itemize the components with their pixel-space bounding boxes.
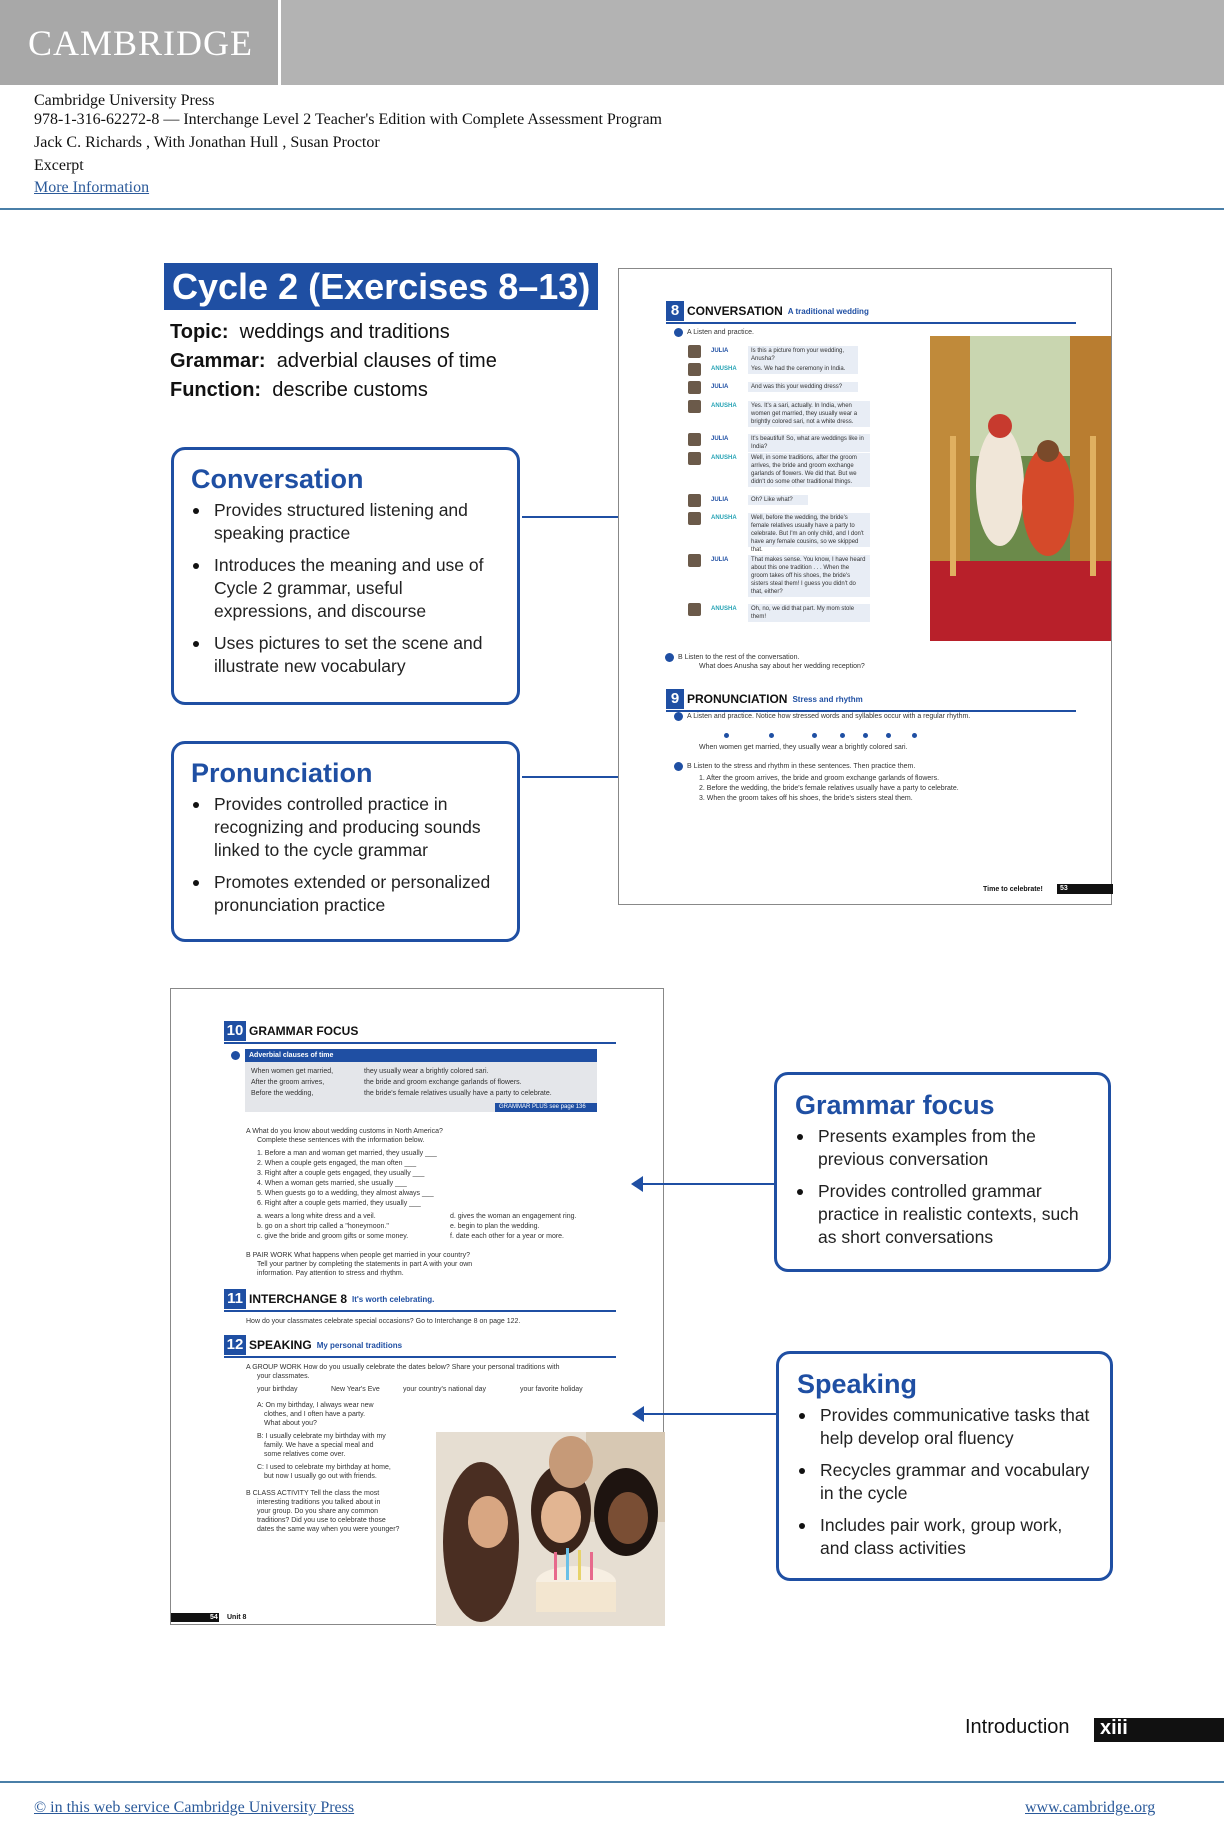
anusha-avatar <box>688 452 701 465</box>
section-12-date: your birthday <box>257 1386 298 1393</box>
conversation-callout-title: Conversation <box>191 464 364 494</box>
section-10-option: a. wears a long white dress and a veil. <box>257 1213 376 1220</box>
section-12-line: What about you? <box>264 1420 317 1427</box>
speaker-label: ANUSHA <box>711 403 737 409</box>
section-11-title: INTERCHANGE 8 <box>249 1292 348 1306</box>
section-12-heading <box>224 1335 616 1358</box>
topic-value: weddings and traditions <box>239 321 450 343</box>
cambridge-site-link[interactable]: www.cambridge.org <box>1025 1799 1156 1816</box>
grammar-focus-callout-title: Grammar focus <box>795 1090 995 1120</box>
section-11-number: 11 <box>224 1289 246 1309</box>
cycle-title: Cycle 2 (Exercises 8–13) <box>164 263 598 310</box>
more-information-link[interactable]: More Information <box>34 179 150 196</box>
section-9-heading <box>666 689 1076 712</box>
grammar-row-left: When women get married, <box>251 1068 334 1075</box>
section-10-option: e. begin to plan the wedding. <box>450 1223 540 1230</box>
section-12-subtitle: My personal traditions <box>316 1340 403 1350</box>
section-12-line: but now I usually go out with friends. <box>264 1473 377 1480</box>
isbn-title-line: 978-1-316-62272-8 — Interchange Level 2 Teacher's Edition with Complete Assessment Program <box>34 111 662 128</box>
dialogue-line: Yes. It's a sari, actually. In India, when women get married, they usually wear a brightly colored sari, not a white dress. <box>748 401 870 427</box>
topic-line <box>170 321 450 344</box>
speaking-callout <box>776 1351 1113 1581</box>
stress-dot <box>912 733 917 738</box>
stress-dot <box>812 733 817 738</box>
function-value: describe customs <box>272 379 428 401</box>
speaking-callout-item: Recycles grammar and vocabulary in the cycle <box>797 1459 1094 1505</box>
grammar-focus-callout <box>774 1072 1111 1272</box>
section-10-a-instruction-2: Complete these sentences with the information below. <box>257 1137 425 1144</box>
grammar-focus-callout-item: Presents examples from the previous conversation <box>795 1125 1092 1171</box>
speaker-label: ANUSHA <box>711 606 737 612</box>
function-line <box>170 379 428 402</box>
grammar-focus-arrow-line <box>642 1183 774 1185</box>
page-54-thumbnail <box>170 988 664 1625</box>
section-10-option: d. gives the woman an engagement ring. <box>450 1213 577 1220</box>
section-12-b-line: traditions? Did you use to celebrate those <box>257 1517 386 1524</box>
grammar-value: adverbial clauses of time <box>276 350 497 372</box>
section-8-heading <box>666 301 1076 324</box>
section-12-date: New Year's Eve <box>331 1386 380 1393</box>
excerpt-line: Excerpt <box>34 157 84 174</box>
section-8-title: CONVERSATION <box>687 304 783 318</box>
section-12-b-line: dates the same way when you were younger? <box>257 1526 400 1533</box>
section-10-b-instruction-2: Tell your partner by completing the statements in part A with your own <box>257 1261 473 1268</box>
speaker-label: JULIA <box>711 557 729 563</box>
section-10-item: 6. Right after a couple gets married, they usually ___ <box>257 1200 421 1207</box>
grammar-box-title: Adverbial clauses of time <box>249 1052 334 1059</box>
grammar-row-right: the bride and groom exchange garlands of flowers. <box>364 1079 522 1086</box>
speaking-callout-title: Speaking <box>797 1369 918 1399</box>
section-9-item: 2. Before the wedding, the bride's female relatives usually have a party to celebrate. <box>699 785 959 792</box>
dialogue-line: That makes sense. You know, I have heard about this one tradition . . . When the groom takes off his shoes, the bride's sisters steal them! I guess you didn't do that, either? <box>748 555 870 597</box>
section-8-b-question: What does Anusha say about her wedding reception? <box>699 663 865 670</box>
section-10-item: 5. When guests go to a wedding, they almost always ___ <box>257 1190 434 1197</box>
section-12-title: SPEAKING <box>249 1338 312 1352</box>
conversation-callout <box>171 447 520 705</box>
section-11-subtitle: It's worth celebrating. <box>352 1294 435 1304</box>
section-10-item: 1. Before a man and woman get married, they usually ___ <box>257 1150 437 1157</box>
section-9-title: PRONUNCIATION <box>687 692 788 706</box>
speaking-callout-list <box>797 1404 1094 1560</box>
anusha-avatar <box>688 512 701 525</box>
grammar-line <box>170 350 497 373</box>
speaker-label: ANUSHA <box>711 515 737 521</box>
julia-avatar <box>688 381 701 394</box>
speaker-label: JULIA <box>711 436 729 442</box>
publisher-line: Cambridge University Press <box>34 92 215 109</box>
stress-dot <box>769 733 774 738</box>
section-10-item: 3. Right after a couple gets engaged, they usually ___ <box>257 1170 425 1177</box>
grammar-focus-callout-list <box>795 1125 1092 1249</box>
grammar-row-right: they usually wear a brightly colored sari. <box>364 1068 489 1075</box>
audio-play-icon[interactable] <box>674 712 683 721</box>
pronunciation-callout-list <box>191 793 501 917</box>
dialogue-line: Is this a picture from your wedding, Anusha? <box>748 346 858 364</box>
section-12-date: your country's national day <box>403 1386 487 1393</box>
section-8-number: 8 <box>666 301 684 321</box>
section-9-sentence: When women get married, they usually wear a brightly colored sari. <box>699 744 908 751</box>
dialogue-line: Oh? Like what? <box>748 495 808 505</box>
speaker-label: JULIA <box>711 348 729 354</box>
speaker-label: ANUSHA <box>711 455 737 461</box>
julia-avatar <box>688 345 701 358</box>
section-8-subtitle: A traditional wedding <box>787 306 869 316</box>
section-8-a-instruction: A Listen and practice. <box>687 329 754 336</box>
section-12-line: some relatives come over. <box>264 1451 346 1458</box>
grammar-label: Grammar: <box>170 350 266 372</box>
pronunciation-callout <box>171 741 520 942</box>
speaking-callout-item: Provides communicative tasks that help develop oral fluency <box>797 1404 1094 1450</box>
speaker-label: ANUSHA <box>711 366 737 372</box>
section-11-heading <box>224 1289 616 1312</box>
page-54-number: 54 <box>210 1614 218 1621</box>
section-9-a-instruction: A Listen and practice. Notice how stressed words and syllables occur with a regular rhythm. <box>687 713 971 720</box>
pronunciation-callout-item: Provides controlled practice in recognizing and producing sounds linked to the cycle grammar <box>191 793 501 862</box>
conversation-callout-item: Uses pictures to set the scene and illustrate new vocabulary <box>191 632 501 678</box>
section-10-title: GRAMMAR FOCUS <box>249 1024 359 1038</box>
section-12-line: C: I used to celebrate my birthday at home, <box>257 1464 391 1471</box>
section-12-b-line: your group. Do you share any common <box>257 1508 379 1515</box>
section-10-heading <box>224 1021 616 1044</box>
section-8-b-instruction: B Listen to the rest of the conversation. <box>678 654 800 661</box>
stress-dot <box>886 733 891 738</box>
pronunciation-callout-title: Pronunciation <box>191 758 373 788</box>
section-12-date: your favorite holiday <box>520 1386 583 1393</box>
function-label: Function: <box>170 379 262 401</box>
julia-avatar <box>688 554 701 567</box>
dialogue-line: Well, in some traditions, after the groom arrives, the bride and groom exchange garlands of flowers. We did that. But we didn't do some other traditional things. <box>748 453 870 487</box>
birthday-celebration-photo <box>436 1432 665 1626</box>
conversation-arrow-line <box>522 516 632 518</box>
conversation-callout-item: Provides structured listening and speaking practice <box>191 499 501 545</box>
speaker-label: JULIA <box>711 384 729 390</box>
page-footer-label: Introduction <box>965 1716 1070 1738</box>
grammar-plus-link[interactable]: GRAMMAR PLUS see page 136 <box>499 1104 586 1110</box>
speaker-label: JULIA <box>711 497 729 503</box>
section-10-a-instruction: A What do you know about wedding customs in North America? <box>246 1128 443 1135</box>
section-10-b-instruction-3: information. Pay attention to stress and rhythm. <box>257 1270 404 1277</box>
dialogue-line: Yes. We had the ceremony in India. <box>748 364 858 374</box>
page-footer-number: xiii <box>1100 1717 1128 1739</box>
cambridge-logo: CAMBRIDGE <box>28 23 254 63</box>
stress-dot <box>863 733 868 738</box>
section-10-b-instruction: B PAIR WORK What happens when people get married in your country? <box>246 1252 470 1259</box>
section-12-line: A: On my birthday, I always wear new <box>257 1402 374 1409</box>
grammar-focus-callout-item: Provides controlled grammar practice in realistic contexts, such as short conversations <box>795 1180 1092 1249</box>
section-10-option: c. give the bride and groom gifts or some money. <box>257 1233 409 1240</box>
dialogue-line: And was this your wedding dress? <box>748 382 858 392</box>
julia-avatar <box>688 433 701 446</box>
header-rule <box>0 208 1224 210</box>
audio-play-icon[interactable] <box>231 1051 240 1060</box>
anusha-avatar <box>688 400 701 413</box>
pronunciation-callout-item: Promotes extended or personalized pronunciation practice <box>191 871 501 917</box>
section-12-line: clothes, and I often have a party. <box>264 1411 366 1418</box>
speaking-arrow-line <box>643 1413 776 1415</box>
section-12-line: family. We have a special meal and <box>264 1442 374 1449</box>
conversation-callout-item: Introduces the meaning and use of Cycle 2 grammar, useful expressions, and discourse <box>191 554 501 623</box>
section-9-b-instruction: B Listen to the stress and rhythm in these sentences. Then practice them. <box>687 763 916 770</box>
section-10-option: b. go on a short trip called a "honeymoon." <box>257 1223 389 1230</box>
page-53-thumbnail <box>618 268 1112 905</box>
stress-dot <box>840 733 845 738</box>
page-53-footer-label: Time to celebrate! <box>983 886 1043 893</box>
wedding-photo <box>930 336 1111 641</box>
section-10-number: 10 <box>224 1021 246 1041</box>
section-12-b-line: B CLASS ACTIVITY Tell the class the most <box>246 1490 380 1497</box>
page-54-footer-label: Unit 8 <box>227 1614 247 1621</box>
section-10-option: f. date each other for a year or more. <box>450 1233 565 1240</box>
grammar-row-right: the bride's female relatives usually have a party to celebrate. <box>364 1090 552 1097</box>
julia-avatar <box>688 494 701 507</box>
topic-label: Topic: <box>170 321 229 343</box>
section-9-number: 9 <box>666 689 684 709</box>
grammar-row-left: After the groom arrives, <box>251 1079 325 1086</box>
footer-rule <box>0 1781 1224 1783</box>
section-10-item: 4. When a woman gets married, she usually ___ <box>257 1180 407 1187</box>
authors-line: Jack C. Richards , With Jonathan Hull , Susan Proctor <box>34 134 380 151</box>
section-9-subtitle: Stress and rhythm <box>792 694 863 704</box>
section-12-number: 12 <box>224 1335 246 1355</box>
dialogue-line: Well, before the wedding, the bride's female relatives usually have a party to celebrate. But I'm an only child, and I don't have any female cousins, so we skipped that. <box>748 513 870 547</box>
dialogue-line: It's beautiful! So, what are weddings like in India? <box>748 434 870 452</box>
copyright-link[interactable]: © in this web service Cambridge University Press <box>34 1799 355 1816</box>
section-10-item: 2. When a couple gets engaged, the man often ___ <box>257 1160 417 1167</box>
section-9-item: 3. When the groom takes off his shoes, the bride's sisters steal them. <box>699 795 913 802</box>
conversation-callout-list <box>191 499 501 678</box>
anusha-avatar <box>688 603 701 616</box>
section-12-a-instruction-2: your classmates. <box>257 1373 310 1380</box>
stress-dot <box>724 733 729 738</box>
dialogue-line: Oh, no, we did that part. My mom stole them! <box>748 604 870 622</box>
section-12-line: B: I usually celebrate my birthday with my <box>257 1433 386 1440</box>
section-11-text: How do your classmates celebrate special occasions? Go to Interchange 8 on page 122. <box>246 1318 521 1325</box>
audio-play-icon[interactable] <box>674 762 683 771</box>
audio-play-icon[interactable] <box>665 653 674 662</box>
section-12-b-line: interesting traditions you talked about in <box>257 1499 381 1506</box>
page-53-number: 53 <box>1060 885 1068 892</box>
grammar-row-left: Before the wedding, <box>251 1090 314 1097</box>
section-9-item: 1. After the groom arrives, the bride and groom exchange garlands of flowers. <box>699 775 940 782</box>
audio-play-icon[interactable] <box>674 328 683 337</box>
speaking-callout-item: Includes pair work, group work, and class activities <box>797 1514 1094 1560</box>
anusha-avatar <box>688 363 701 376</box>
section-12-a-instruction: A GROUP WORK How do you usually celebrate the dates below? Share your personal traditions with <box>246 1364 560 1371</box>
